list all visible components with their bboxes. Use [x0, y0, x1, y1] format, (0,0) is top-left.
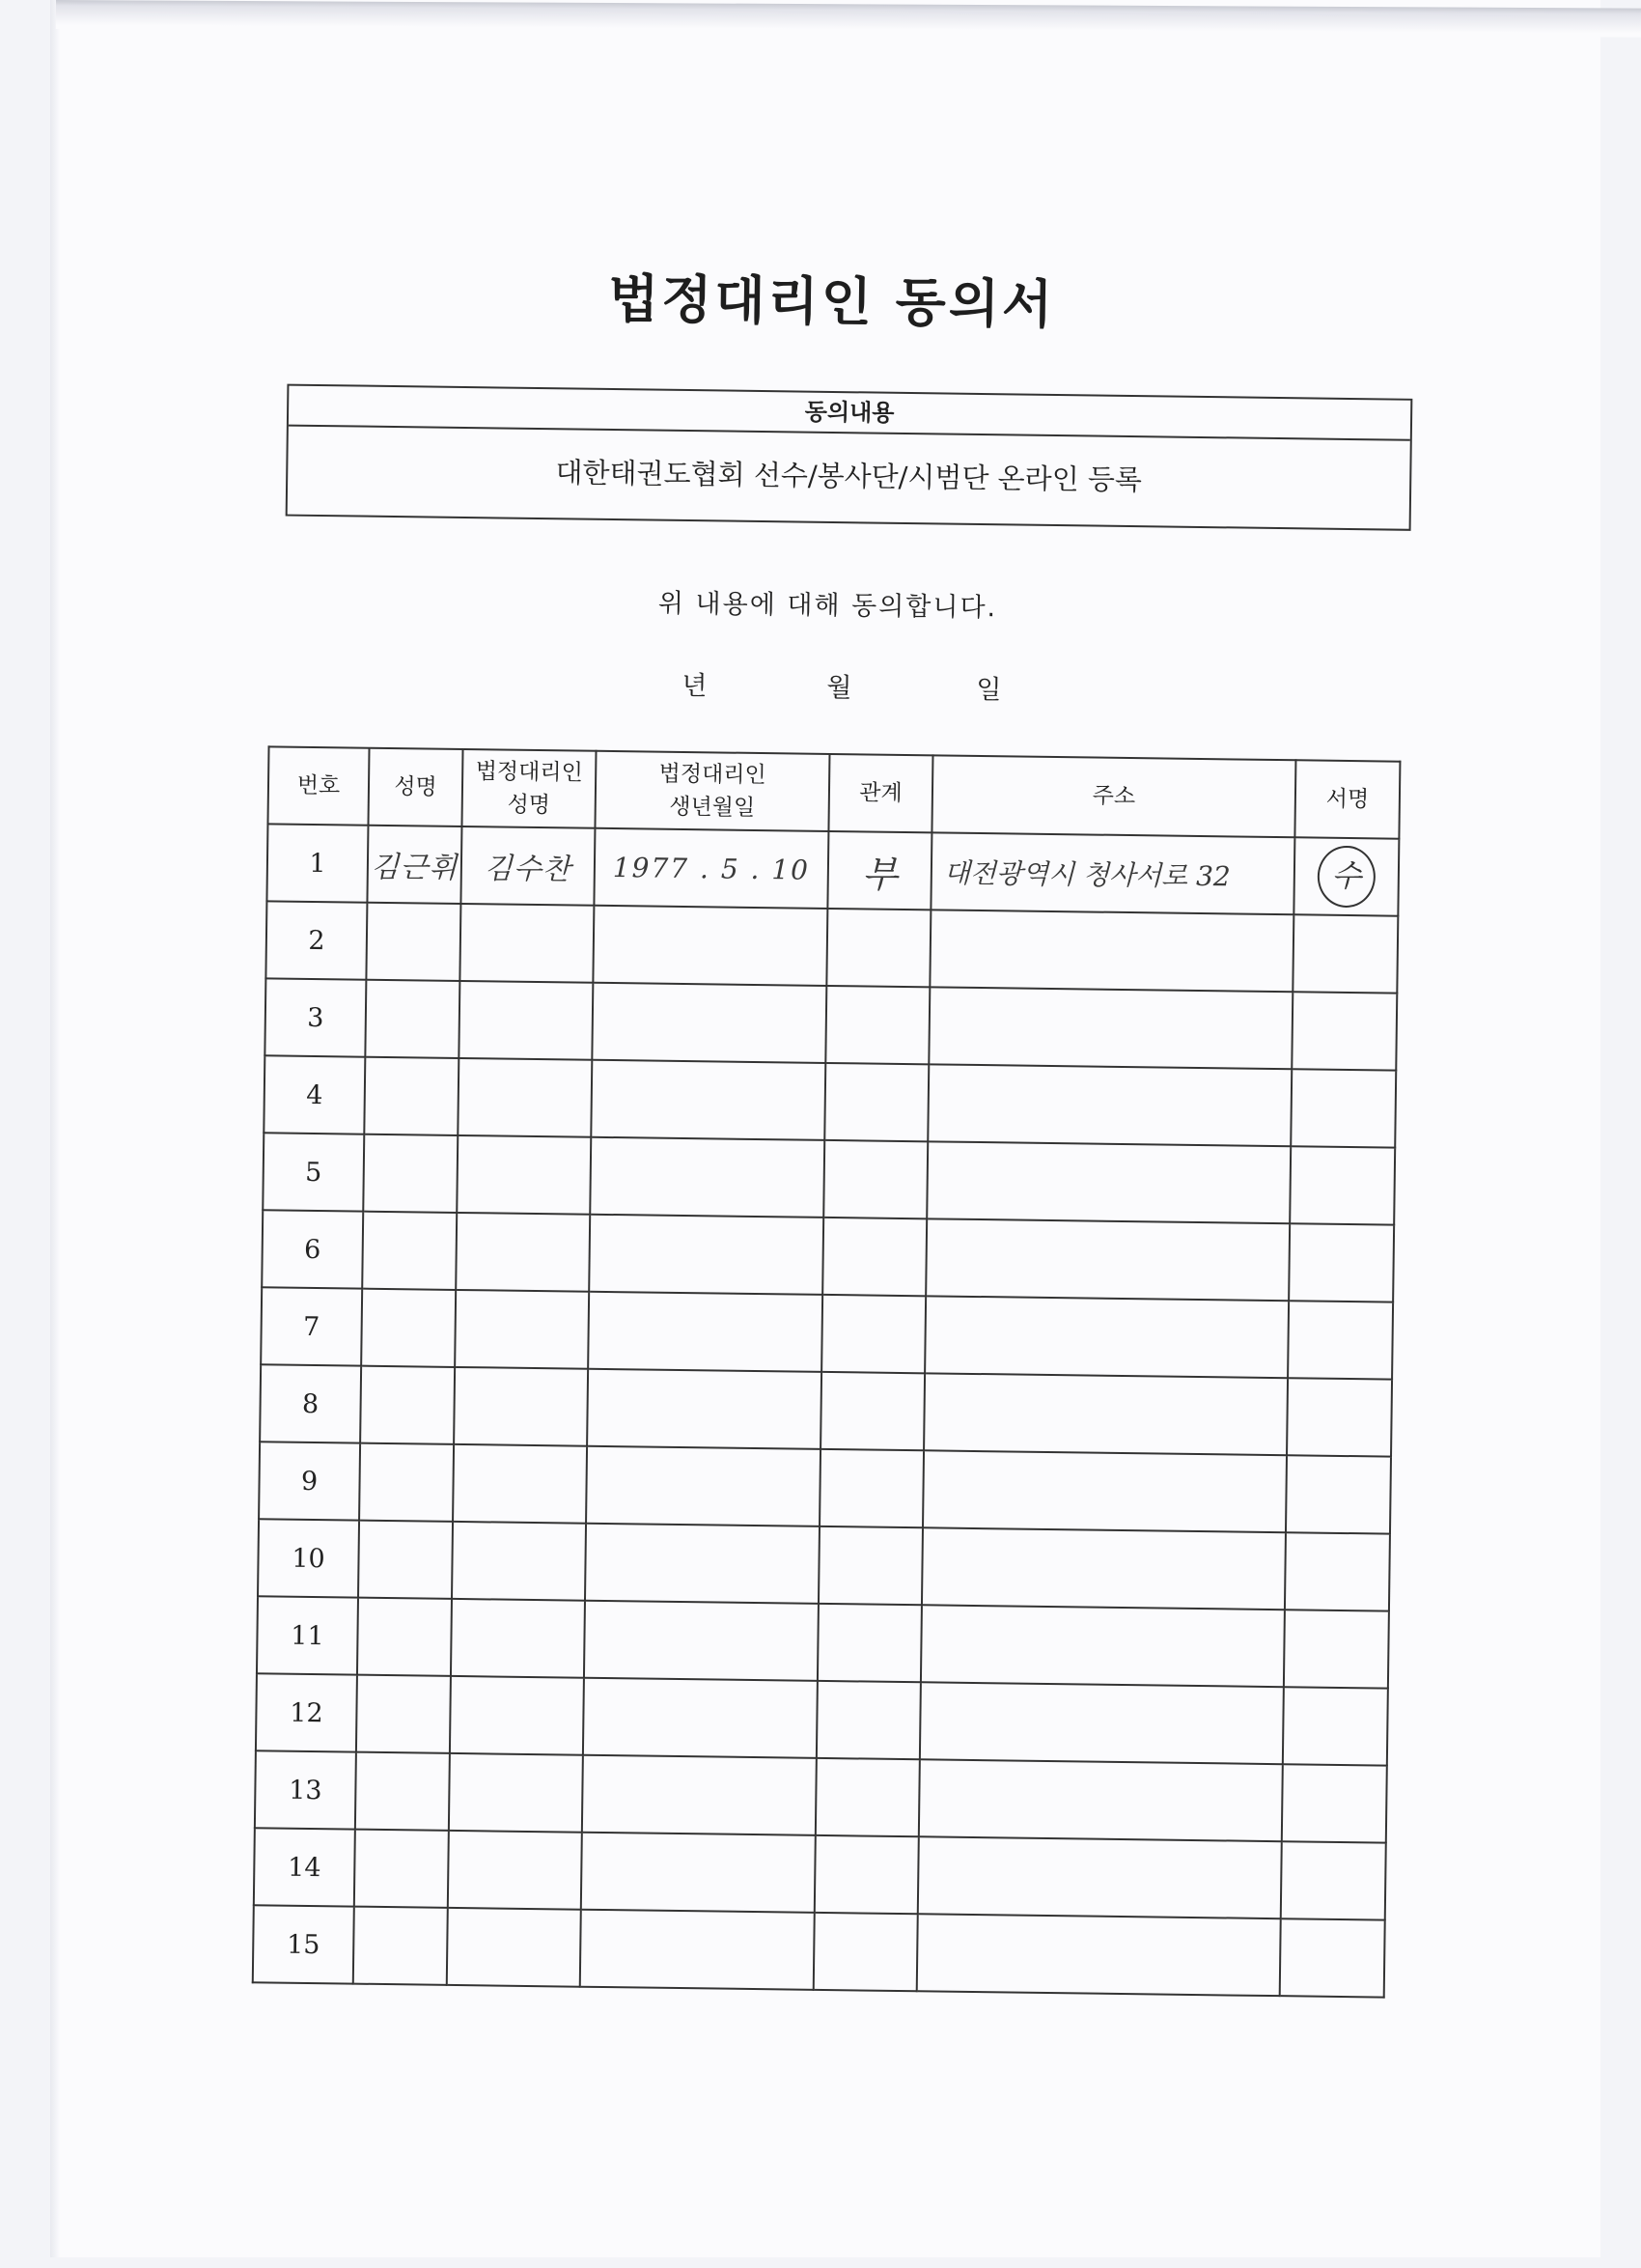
signature-cell: [1292, 992, 1397, 1070]
signature-cell: [1291, 1069, 1396, 1147]
handwritten-guardian-birth-text: 1977 . 5 . 10: [612, 851, 811, 886]
header-name: 성명: [368, 748, 462, 826]
row-number: 3: [264, 978, 366, 1056]
guardian-name-cell: [449, 1753, 583, 1833]
row-number: 9: [259, 1442, 360, 1520]
row-number: 14: [254, 1828, 355, 1906]
header-guardian-birth-line1: 법정대리인: [658, 761, 766, 789]
signature-cell: [1293, 837, 1399, 915]
row-number: 4: [264, 1055, 365, 1134]
address-cell: [918, 1836, 1282, 1918]
signature-cell: [1286, 1455, 1391, 1533]
name-cell: [366, 903, 460, 981]
address-cell: [925, 1296, 1289, 1378]
guardian-birth-cell: [585, 1524, 820, 1604]
signature-cell: [1282, 1764, 1387, 1842]
agreement-statement: 위 내용에 대해 동의합니다.: [657, 588, 998, 624]
handwritten-name-text: 김근휘: [371, 850, 459, 885]
table-row: [264, 978, 1397, 1070]
name-cell: [362, 1212, 457, 1290]
table-row: [265, 901, 1398, 993]
address-cell: [924, 1373, 1288, 1455]
row-number: 13: [255, 1750, 356, 1829]
table-row: [259, 1442, 1391, 1533]
guardian-birth-cell: [589, 1215, 823, 1295]
guardian-birth-cell: [580, 1910, 815, 1990]
address-cell: [928, 1064, 1292, 1146]
relation-cell: [816, 1758, 920, 1836]
row-number: 10: [258, 1519, 359, 1597]
header-signature: 서명: [1294, 760, 1400, 838]
table-body: [253, 824, 1400, 1997]
guardian-roster-table: [252, 745, 1402, 1998]
guardian-name-cell: [451, 1599, 585, 1678]
header-guardian-name-line1: 법정대리인: [475, 759, 583, 786]
table-row: [254, 1828, 1386, 1919]
guardian-name-cell: [457, 1135, 591, 1215]
relation-cell: [820, 1372, 925, 1450]
relation-cell: [815, 1835, 919, 1914]
signature-cell: [1283, 1687, 1388, 1765]
document-title: 법정대리인 동의서: [607, 267, 1056, 335]
handwritten-relation-text: 부: [861, 852, 899, 896]
date-year-label: 년: [681, 670, 708, 702]
signature-cell: [1288, 1301, 1393, 1379]
name-cell: [361, 1289, 456, 1367]
name-cell: [360, 1366, 455, 1444]
header-no: 번호: [267, 746, 369, 825]
date-month-label: 월: [826, 672, 852, 704]
table-row: [262, 1210, 1394, 1302]
name-cell: [356, 1675, 451, 1753]
address-cell: [921, 1605, 1285, 1687]
guardian-name-cell: [455, 1290, 589, 1369]
signature-cell: [1285, 1532, 1390, 1610]
address-cell: [920, 1682, 1284, 1764]
row-number: 8: [260, 1364, 361, 1442]
table-row: [264, 1055, 1396, 1147]
name-cell: [358, 1521, 453, 1599]
guardian-birth-cell: [581, 1833, 816, 1913]
consent-heading: 동의내용: [289, 386, 1410, 441]
handwritten-guardian-birth: [594, 828, 828, 909]
header-guardian-name: [461, 749, 596, 828]
guardian-birth-cell: [584, 1601, 819, 1681]
signature-cell: [1281, 1841, 1386, 1919]
row-number: 7: [261, 1287, 362, 1365]
signature-cell: [1287, 1378, 1392, 1456]
guardian-birth-cell: [586, 1446, 820, 1526]
handwritten-guardian-name: [460, 826, 595, 906]
guardian-birth-cell: [590, 1137, 824, 1218]
address-cell: [923, 1450, 1287, 1532]
guardian-birth-cell: [592, 983, 826, 1063]
date-line: [6, 656, 1641, 715]
table-header-row: [267, 746, 1400, 838]
table-row: [263, 1133, 1395, 1224]
guardian-name-cell: [450, 1676, 584, 1755]
guardian-name-cell: [459, 981, 593, 1060]
table-row: [255, 1750, 1387, 1842]
consent-body: 대한태권도협회 선수/봉사단/시범단 온라인 등록: [555, 456, 1143, 497]
guardian-name-cell: [456, 1213, 590, 1292]
relation-cell: [822, 1218, 927, 1296]
handwritten-relation: [827, 831, 932, 910]
circled-signature: 수: [1317, 846, 1376, 909]
name-cell: [363, 1134, 458, 1213]
relation-cell: [825, 986, 930, 1064]
table-row: [266, 824, 1399, 915]
name-cell: [354, 1830, 449, 1908]
guardian-name-cell: [458, 1058, 592, 1137]
signature-cell: [1289, 1223, 1394, 1302]
relation-cell: [821, 1295, 926, 1373]
date-day-label: 일: [976, 674, 1002, 706]
name-cell: [353, 1907, 448, 1985]
address-cell: [926, 1218, 1290, 1301]
guardian-name-cell: [448, 1831, 582, 1910]
guardian-birth-cell: [591, 1060, 825, 1140]
guardian-name-cell: [459, 904, 594, 983]
header-guardian-birth: [595, 751, 829, 831]
address-cell: [917, 1914, 1281, 1996]
guardian-birth-cell: [583, 1678, 818, 1758]
row-number: 12: [256, 1673, 357, 1751]
guardian-name-cell: [447, 1908, 581, 1987]
table-row: [253, 1905, 1385, 1997]
name-cell: [359, 1443, 454, 1522]
name-cell: [364, 1057, 459, 1135]
relation-cell: [824, 1063, 929, 1141]
address-cell: [927, 1141, 1291, 1223]
table-row: [261, 1287, 1393, 1379]
relation-cell: [820, 1449, 924, 1527]
guardian-birth-cell: [593, 906, 827, 986]
name-cell: [355, 1752, 450, 1831]
row-number: 15: [253, 1905, 354, 1983]
row-number: 6: [262, 1210, 363, 1288]
relation-cell: [819, 1526, 923, 1605]
table-row: [258, 1519, 1390, 1610]
signature-cell: [1284, 1610, 1389, 1688]
relation-cell: [814, 1913, 918, 1991]
header-guardian-name-line2: 성명: [507, 792, 551, 819]
header-guardian-birth-line2: 생년월일: [669, 794, 756, 821]
row-number: 11: [257, 1596, 358, 1674]
signature-cell: [1290, 1146, 1395, 1224]
relation-cell: [817, 1681, 921, 1759]
table-row: [260, 1364, 1392, 1456]
table-row: [256, 1673, 1388, 1765]
consent-box: [286, 384, 1413, 531]
table-row: [257, 1596, 1389, 1688]
row-number: 2: [265, 901, 367, 979]
guardian-birth-cell: [587, 1369, 821, 1449]
address-cell: [929, 987, 1293, 1069]
relation-cell: [826, 909, 931, 987]
address-cell: [922, 1527, 1286, 1610]
guardian-name-cell: [453, 1444, 587, 1524]
name-cell: [357, 1598, 452, 1676]
guardian-name-cell: [452, 1522, 586, 1601]
guardian-birth-cell: [588, 1292, 822, 1372]
handwritten-address-text: 대전광역시 청사서로 32: [943, 856, 1231, 893]
signature-cell: [1293, 914, 1398, 993]
handwritten-name: [367, 826, 461, 904]
address-cell: [930, 910, 1293, 992]
signature-cell: [1280, 1918, 1385, 1997]
row-number: 5: [263, 1133, 364, 1211]
address-cell: [919, 1759, 1283, 1841]
relation-cell: [823, 1140, 928, 1218]
row-number: 1: [266, 824, 368, 902]
handwritten-guardian-name-text: 김수찬: [484, 852, 572, 887]
header-address: 주소: [932, 755, 1295, 837]
handwritten-address: [931, 832, 1294, 914]
relation-cell: [818, 1604, 922, 1682]
header-relation: 관계: [828, 754, 932, 832]
guardian-birth-cell: [582, 1755, 817, 1835]
name-cell: [365, 980, 459, 1058]
guardian-name-cell: [454, 1367, 588, 1446]
